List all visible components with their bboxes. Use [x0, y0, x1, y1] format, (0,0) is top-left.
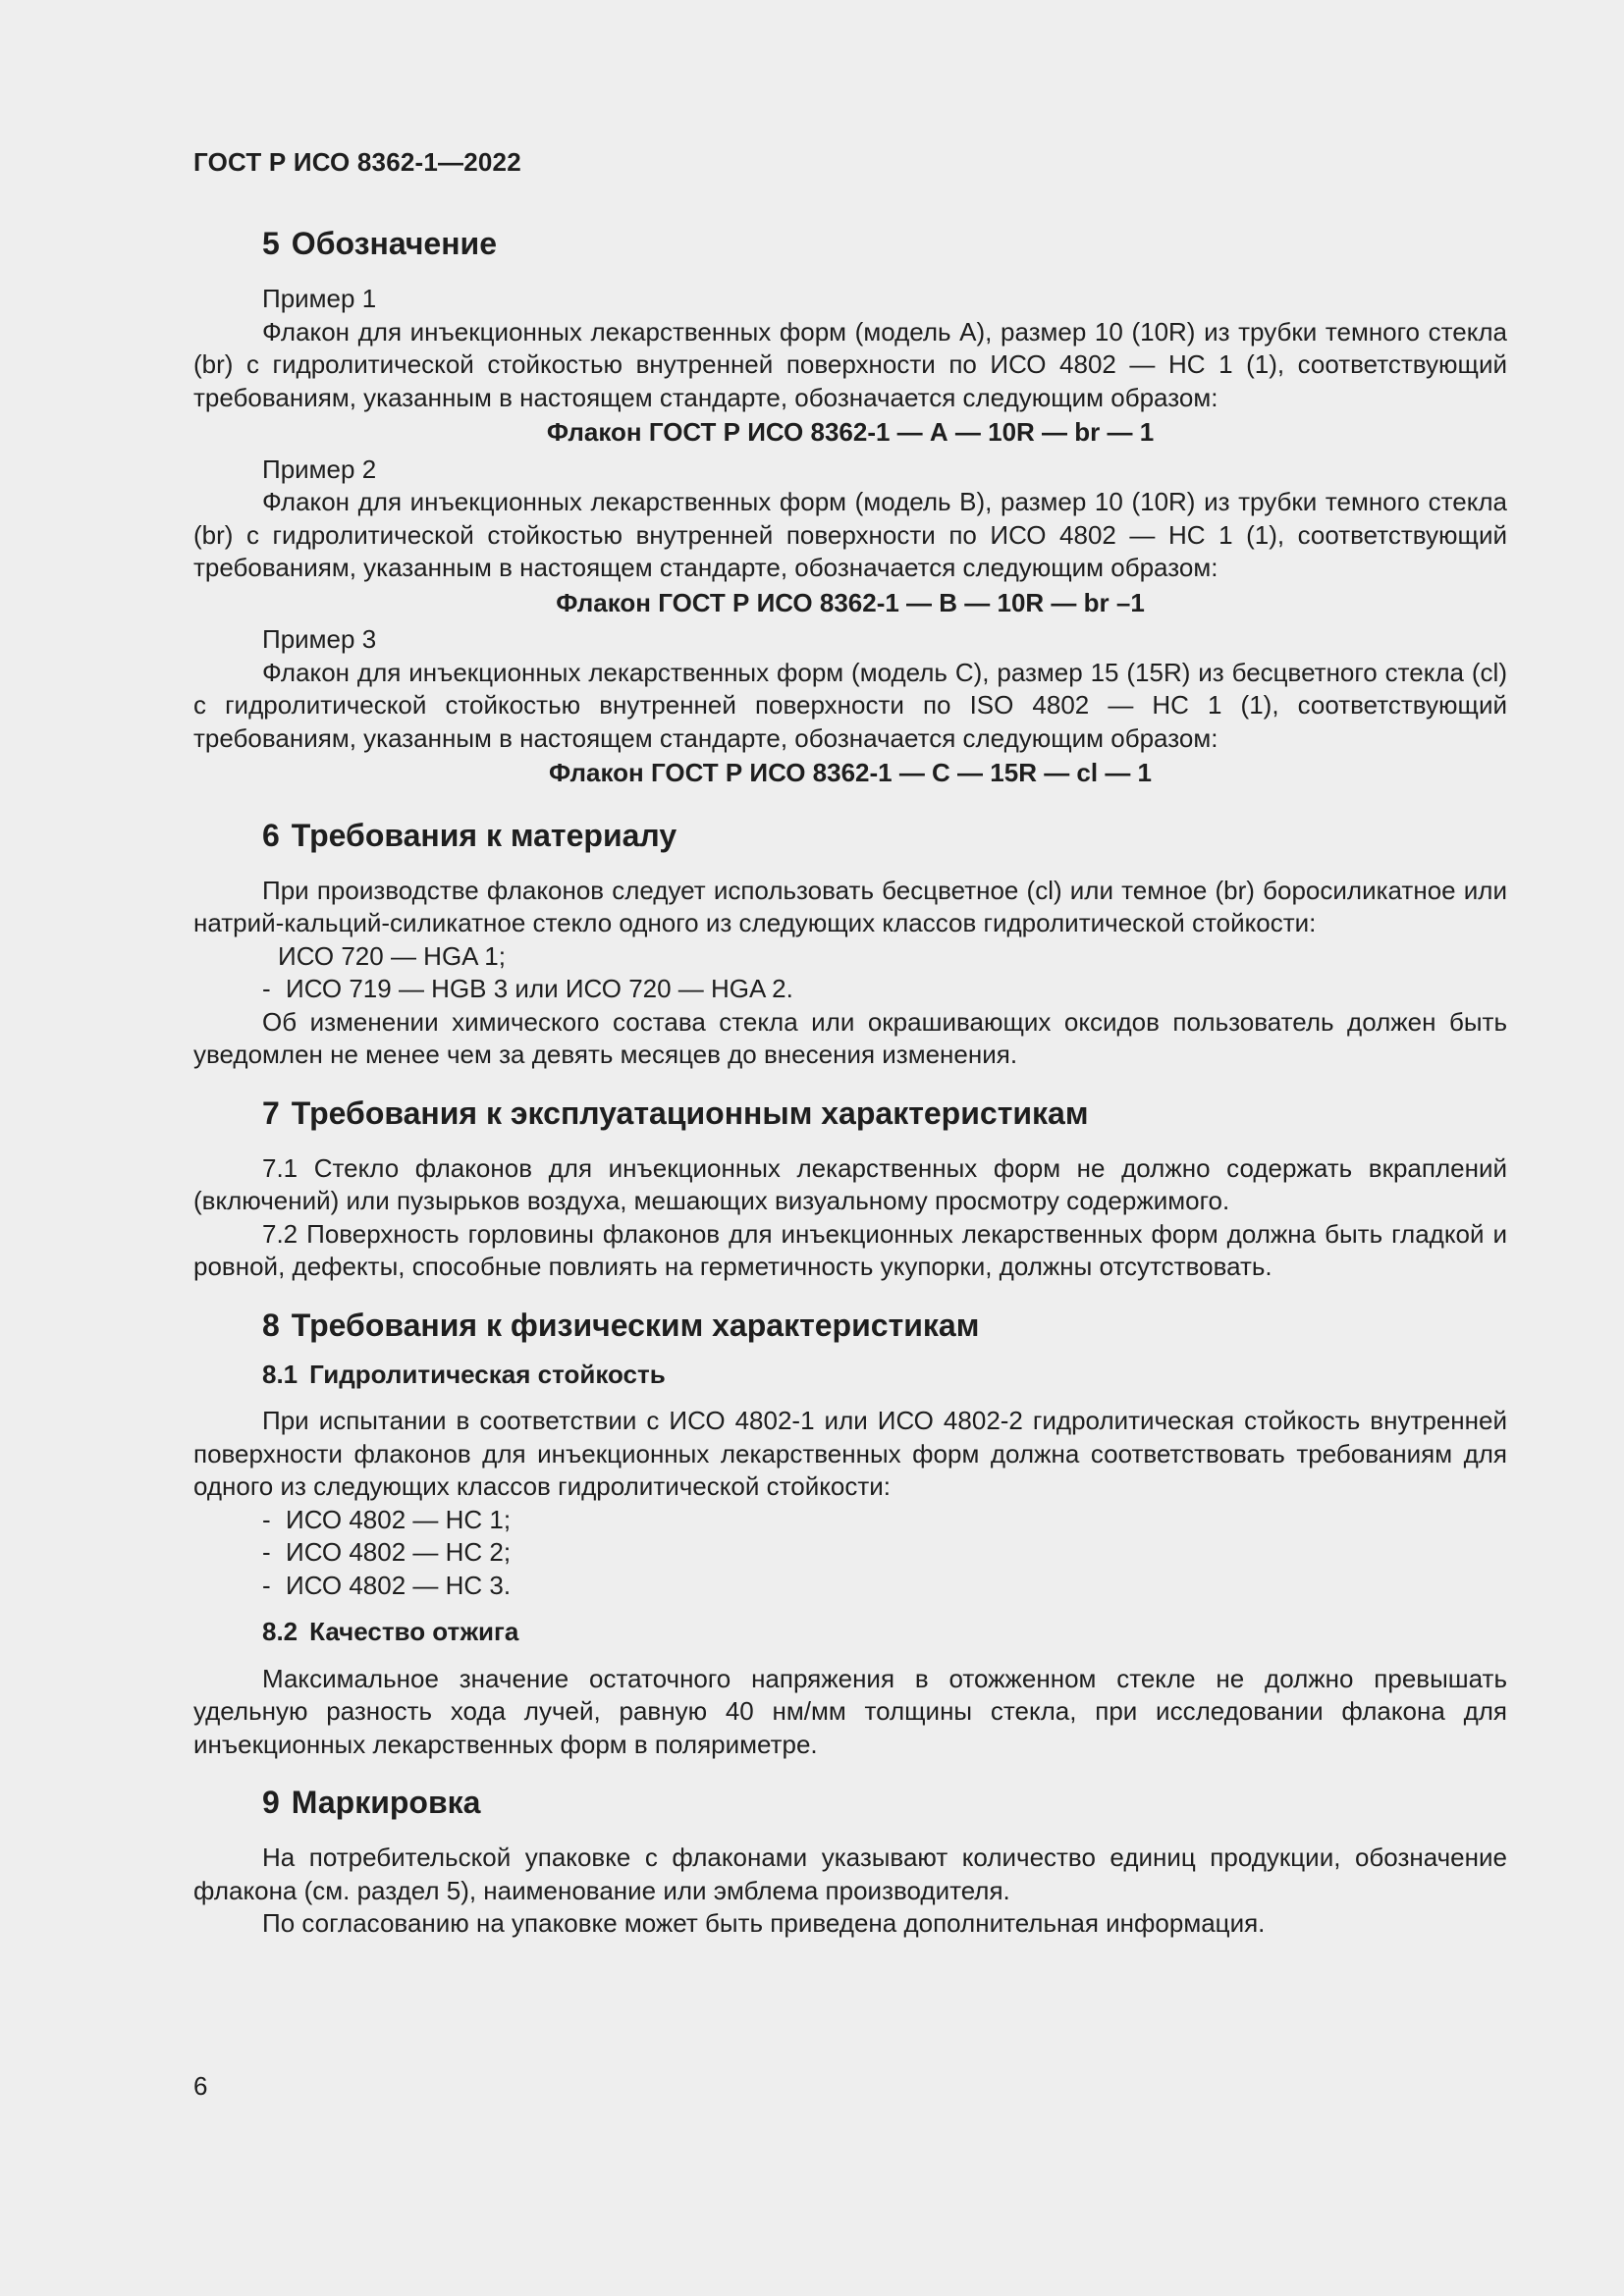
example-3-text: Флакон для инъекционных лекарственных форм (модель С), размер 15 (15R) из бесцветного стекла (cl) с гидролитической стойкостью внутренней поверхности по ISO 4802 — HC 1 (1), соответствующий требованиям, указанным в настоящем стандарте, обозначается следующим образом: [193, 657, 1507, 753]
example-2-label: Пример 2 [262, 454, 377, 484]
material-intro: При производстве флаконов следует использовать бесцветное (cl) или темное (br) боросиликатное или натрий-кальций-силикатное стекло одного из следующих классов гидролитической стойкости: [193, 875, 1507, 937]
section-title-text: Требования к материалу [291, 817, 677, 853]
example-1-designation: Флакон ГОСТ Р ИСО 8362-1 — А — 10R — br — 1 [546, 417, 1155, 447]
list-item-text: ИСО 4802 — HC 2; [286, 1537, 512, 1567]
section-title-text: Обозначение [291, 226, 497, 261]
subsection-title-text: Качество отжига [309, 1617, 519, 1646]
document-code-header: ГОСТ Р ИСО 8362-1—2022 [193, 147, 521, 177]
section-7-title [193, 1094, 1507, 1133]
example-1-text: Флакон для инъекционных лекарственных форм (модель А), размер 10 (10R) из трубки темного стекла (br) с гидролитической стойкостью внутренней поверхности по ИСО 4802 — HC 1 (1), соответствующий требованиям, указанным в настоящем стандарте, обозначается следующим образом: [193, 316, 1507, 412]
section-number: 7 [262, 1095, 280, 1131]
section-number: 5 [262, 226, 280, 261]
clause-7-2: 7.2 Поверхность горловины флаконов для инъекционных лекарственных форм должна быть гладкой и ровной, дефекты, способные повлиять на герметичность укупорки, должны отсутствовать. [193, 1218, 1507, 1281]
list-dash: - [262, 974, 271, 1003]
list-dash: - [262, 1504, 271, 1534]
hydrolytic-item-2 [193, 1536, 1507, 1570]
list-item-text: ИСО 4802 — HC 3. [286, 1570, 512, 1600]
list-item-text: ИСО 4802 — HC 1; [286, 1504, 512, 1534]
material-outro: Об изменении химического состава стекла или окрашивающих оксидов пользователь должен быть уведомлен не менее чем за девять месяцев до внесения изменения. [193, 1006, 1507, 1069]
page-number: 6 [193, 2071, 208, 2101]
subsection-8-2-title [193, 1616, 1507, 1649]
example-2-designation: Флакон ГОСТ Р ИСО 8362-1 — В — 10R — br –1 [556, 587, 1145, 617]
example-3-designation: Флакон ГОСТ Р ИСО 8362-1 — С — 15R — cl — 1 [548, 758, 1153, 787]
section-title-text: Требования к эксплуатационным характеристикам [291, 1095, 1089, 1131]
example-3-label: Пример 3 [262, 624, 377, 654]
subsection-8-1-title [193, 1359, 1507, 1392]
section-8-title [193, 1306, 1507, 1345]
section-number: 9 [262, 1785, 280, 1820]
annealing-text: Максимальное значение остаточного напряжения в отожженном стекле не должно превышать удельную разность хода лучей, равную 40 нм/мм толщины стекла, при исследовании флакона для инъекционных лекарственных форм в поляриметре. [193, 1663, 1507, 1759]
hydrolytic-item-1 [193, 1504, 1507, 1537]
subsection-title-text: Гидролитическая стойкость [309, 1359, 666, 1389]
material-item-2 [193, 973, 1507, 1006]
clause-7-1: 7.1 Стекло флаконов для инъекционных лекарственных форм не должно содержать вкраплений (включений) или пузырьков воздуха, мешающих визуальному просмотру содержимого. [193, 1152, 1507, 1215]
subsection-number: 8.2 [262, 1617, 298, 1646]
list-dash: - [262, 1570, 271, 1600]
section-5-title [193, 224, 1507, 263]
section-number: 6 [262, 817, 280, 853]
marking-p1: На потребительской упаковке с флаконами указывают количество единиц продукции, обозначение флакона (см. раздел 5), наименование или эмблема производителя. [193, 1842, 1507, 1905]
material-item-1: ИСО 720 — HGA 1; [278, 940, 506, 971]
section-title-text: Требования к физическим характеристикам [291, 1307, 980, 1343]
section-title-text: Маркировка [291, 1785, 481, 1820]
document-body [193, 218, 1507, 1941]
list-item-text: ИСО 719 — HGB 3 или ИСО 720 — HGA 2. [286, 974, 793, 1003]
section-6-title [193, 816, 1507, 855]
example-1-label: Пример 1 [262, 284, 377, 313]
subsection-number: 8.1 [262, 1359, 298, 1389]
hydrolytic-item-3 [193, 1570, 1507, 1603]
list-dash: - [262, 1537, 271, 1567]
marking-p2: По согласованию на упаковке может быть приведена дополнительная информация. [262, 1908, 1266, 1938]
section-9-title [193, 1783, 1507, 1822]
example-2-text: Флакон для инъекционных лекарственных форм (модель В), размер 10 (10R) из трубки темного стекла (br) с гидролитической стойкостью внутренней поверхности по ИСО 4802 — HC 1 (1), соответствующий требованиям, указанным в настоящем стандарте, обозначается следующим образом: [193, 487, 1507, 582]
hydrolytic-text: При испытании в соответствии с ИСО 4802-1 или ИСО 4802-2 гидролитическая стойкость внутренней поверхности флаконов для инъекционных лекарственных форм должна соответствовать требованиям для одного из следующих классов гидролитической стойкости: [193, 1406, 1507, 1501]
section-number: 8 [262, 1307, 280, 1343]
